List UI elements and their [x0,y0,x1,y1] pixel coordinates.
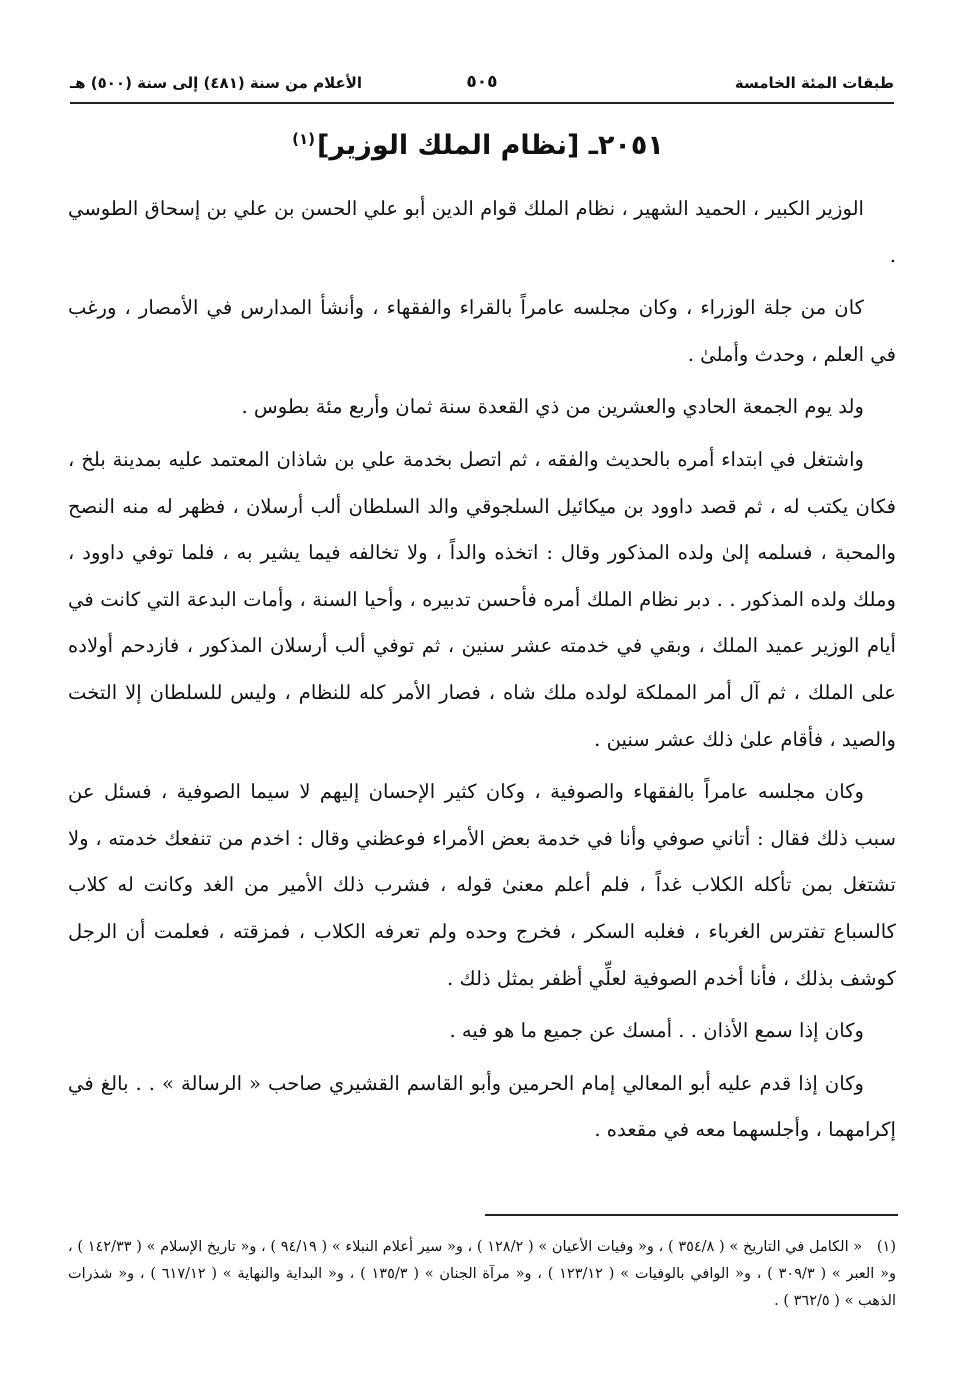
paragraph-sufis: وكان مجلسه عامراً بالفقهاء والصوفية ، وكان كثير الإحسان إليهم لا سيما الصوفية ، فسئل عن سبب ذلك فقال : أتاني صوفي وأنا في خدمة بعض الأمراء فوعظني وقال : اخدم من تنفعك خدمته ، ولا تشتغل بمن تأكله الكلاب غداً ، فلم أعلم معنىٰ قوله ، فشرب ذلك الأمير من الغد وكانت له كلاب كالسباع تفترس الغرباء ، فغلبه السكر ، فخرج وحده ولم تعرفه الكلاب ، فمزقته ، فعلمت أن الرجل كوشف بذلك ، فأنا أخدم الصوفية لعلِّي أظفر بمثل ذلك . [68,780,896,990]
footnote-reference: (١) [292,130,315,148]
footnote-mark: (١) [876,1239,897,1255]
page-number: ٥٠٥ [466,72,498,92]
paragraph-name: الوزير الكبير ، الحميد الشهير ، نظام الملك قوام الدين أبو علي الحسن بن علي بن إسحاق الطوسي . [68,197,896,267]
section-title: طبقات المئة الخامسة [734,74,894,92]
paragraph-service: واشتغل في ابتداء أمره بالحديث والفقه ، ثم اتصل بخدمة علي بن شاذان المعتمد عليه بمدينة بلخ ، فكان يكتب له ، ثم قصد داوود بن ميكائيل السلجوقي والد السلطان ألب أرسلان ، فظهر له منه النصح والمحبة ، فسلمه إلىٰ ولده المذكور وقال : اتخذه والداً ، ولا تخالفه فيما يشير به ، فلما توفي داوود ، وملك ولده المذكور . . دبر نظام الملك أمره فأحسن تدبيره ، وأحيا السنة ، وأمات البدعة التي كانت في أيام الوزير عميد الملك ، وبقي في خدمته عشر سنين ، ثم توفي ألب أرسلان المذكور ، فازدحم أولاده على الملك ، ثم آل أمر المملكة لولده ملك شاه ، فصار الأمر كله للنظام ، وليس للسلطان إلا التخت والصيد ، فأقام علىٰ ذلك عشر سنين . [68,447,896,751]
entry-title-text: ٢٠٥١ـ [نظام الملك الوزير] [317,130,664,161]
footnote-divider [485,1214,898,1216]
footnote [68,1234,896,1315]
running-header [70,62,894,104]
footnote-text: « الكامل في التاريخ » ( ٣٥٤/٨ ) ، و« وفيات الأعيان » ( ١٢٨/٢ ) ، و« سير أعلام النبلاء » ( ٩٤/١٩ ) ، و« تاريخ الإسلام » ( ١٤٢/٣٣ ) ، و« العبر » ( ٣٠٩/٣ ) ، و« الوافي بالوفيات » ( ١٢٣/١٢ ) ، و« مرآة الجنان » ( ١٣٥/٣ ) ، و« البداية والنهاية » ( ٦١٧/١٢ ) ، و« شذرات الذهب » ( ٣٦٢/٥ ) . [68,1239,896,1309]
volume-range: الأعلام من سنة (٤٨١) إلى سنة (٥٠٠) هـ [70,74,363,92]
entry-body [68,186,896,1160]
paragraph-birth: ولد يوم الجمعة الحادي والعشرين من ذي القعدة سنة ثمان وأربع مئة بطوس . [241,395,864,419]
paragraph-career: كان من جلة الوزراء ، وكان مجلسه عامراً بالقراء والفقهاء ، وأنشأ المدارس في الأمصار ، ورغب في العلم ، وحدث وأملىٰ . [68,296,896,366]
paragraph-scholars: وكان إذا قدم عليه أبو المعالي إمام الحرمين وأبو القاسم القشيري صاحب « الرسالة » . . بالغ في إكرامهما ، وأجلسهما معه في مقعده . [68,1071,896,1142]
paragraph-adhan: وكان إذا سمع الأذان . . أمسك عن جميع ما هو فيه . [449,1019,864,1043]
entry-heading [60,130,896,161]
